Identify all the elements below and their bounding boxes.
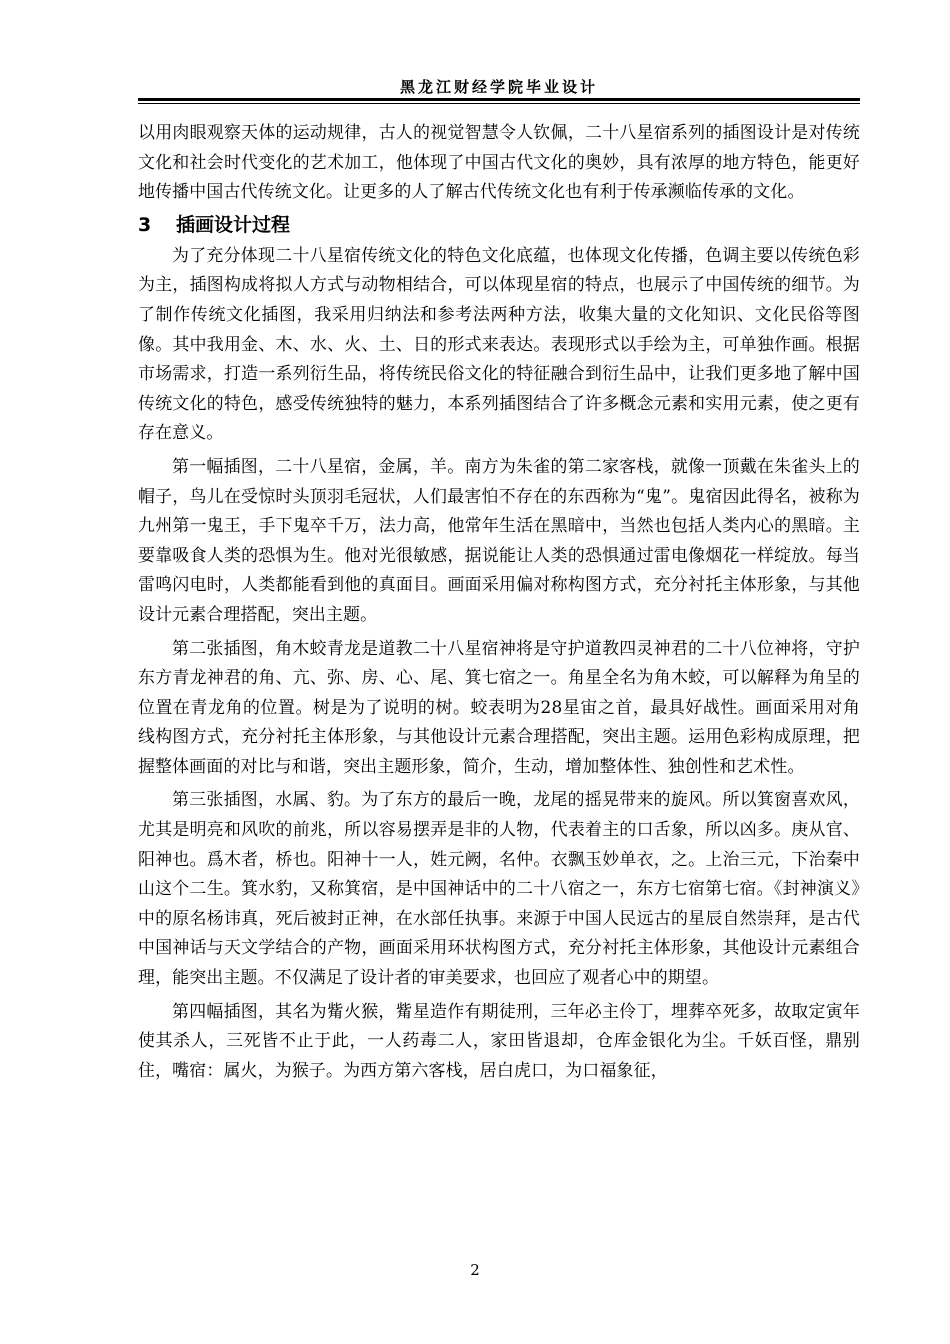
- section-heading: [138, 209, 860, 241]
- body-paragraph: 第二张插图，角木蛟青龙是道教二十八星宿神将是守护道教四灵神君的二十八位神将，守护东方青龙神君的角、亢、弥、房、心、尾、箕七宿之一。角星全名为角木蛟，可以解释为角呈的位置在青龙角的位置。树是为了说明的树。蛟表明为28星宙之首，最具好战性。画面采用对角线构图方式，充分衬托主体形象，与其他设计元素合理搭配，突出主题。运用色彩构成原理，把握整体画面的对比与和谐，突出主题形象，简介，生动，增加整体性、独创性和艺术性。: [138, 637, 860, 776]
- header-rule-thick: [138, 98, 860, 101]
- header-rule-thin: [138, 103, 860, 104]
- body-paragraph: 第一幅插图，二十八星宿，金属，羊。南方为朱雀的第二家客栈，就像一顶戴在朱雀头上的帽子，鸟儿在受惊时头顶羽毛冠状，人们最害怕不存在的东西称为“鬼”。鬼宿因此得名，被称为九州第一鬼王，手下鬼卒千万，法力高，他常年生活在黑暗中，当然也包括人类内心的黑暗。主要靠吸食人类的恐惧为生。他对光很敏感，据说能让人类的恐惧通过雷电像烟花一样绽放。每当雷鸣闪电时，人类都能看到他的真面目。画面采用偏对称构图方式，充分衬托主体形象，与其他设计元素合理搭配，突出主题。: [138, 455, 860, 624]
- document-body: [138, 118, 860, 1085]
- body-paragraph: 第四幅插图，其名为觜火猴，觜星造作有期徒刑，三年必主伶丁，埋葬卒死多，故取定寅年使其杀人，三死皆不止于此，一人药毒二人，家田皆退却，仓库金银化为尘。千妖百怪，鼎别住，嘴宿：属火，为猴子。为西方第六客栈，居白虎口，为口福象征，: [138, 1000, 860, 1080]
- body-paragraph: 第三张插图，水属、豹。为了东方的最后一晚，龙尾的摇晃带来的旋风。所以箕窗喜欢风，尤其是明亮和风吹的前兆，所以容易摆弄是非的人物，代表着主的口舌象，所以凶多。庚从官、阳神也。爲木者，桥也。阳神十一人，姓元阙，名仲。衣飘玉妙单衣，之。上治三元，下治秦中山这个二生。箕水豹，又称箕宿，是中国神话中的二十八宿之一，东方七宿第七宿。《封神演义》中的原名杨讳真，死后被封正神，在水部任执事。来源于中国人民远古的星辰自然崇拜，是古代中国神话与天文学结合的产物，画面采用环状构图方式，充分衬托主体形象，其他设计元素组合理，能突出主题。不仅满足了设计者的审美要求，也回应了观者心中的期望。: [138, 789, 860, 988]
- body-paragraph: 为了充分体现二十八星宿传统文化的特色文化底蕴，也体现文化传播，色调主要以传统色彩为主，插图构成将拟人方式与动物相结合，可以体现星宿的特点，也展示了中国传统的细节。为了制作传统文化插图，我采用归纳法和参考法两种方法，收集大量的文化知识、文化民俗等图像。其中我用金、木、水、火、土、日的形式来表达。表现形式以手绘为主，可单独作画。根据市场需求，打造一系列衍生品，将传统民俗文化的特征融合到衍生品中，让我们更多地了解中国传统文化的特色，感受传统独特的魅力，本系列插图结合了许多概念元素和实用元素，使之更有存在意义。: [138, 244, 860, 443]
- section-title: 插画设计过程: [176, 213, 291, 236]
- page-number: 2: [470, 1261, 480, 1279]
- section-number: 3: [138, 213, 152, 236]
- page-header: 黑龙江财经学院毕业设计: [399, 78, 598, 96]
- intro-paragraph: 以用肉眼观察天体的运动规律，古人的视觉智慧令人钦佩，二十八星宿系列的插图设计是对传统文化和社会时代变化的艺术加工，他体现了中国古代文化的奥妙，具有浓厚的地方特色，能更好地传播中国古代传统文化。让更多的人了解古代传统文化也有利于传承濒临传承的文化。: [138, 122, 860, 202]
